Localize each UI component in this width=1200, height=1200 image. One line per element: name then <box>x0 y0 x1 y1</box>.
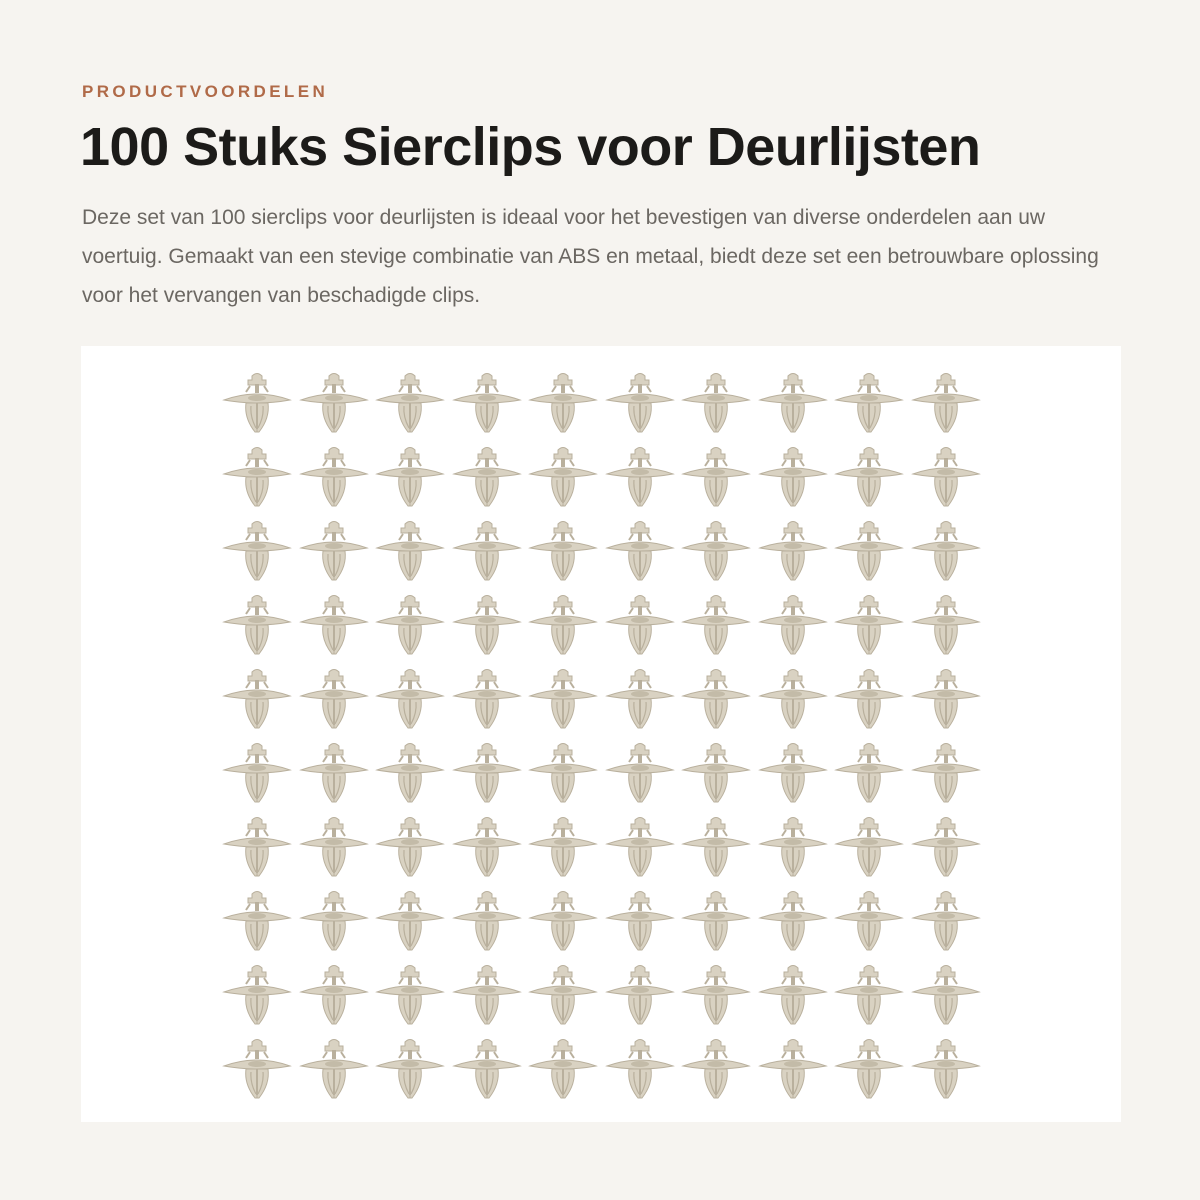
trim-clip-icon <box>831 666 908 740</box>
trim-clip-icon <box>296 666 373 740</box>
trim-clip-icon <box>678 1036 755 1110</box>
trim-clip-icon <box>831 518 908 592</box>
trim-clip-icon <box>678 518 755 592</box>
trim-clip-icon <box>296 1036 373 1110</box>
trim-clip-icon <box>372 814 449 888</box>
trim-clip-icon <box>602 666 679 740</box>
trim-clip-icon <box>755 1036 832 1110</box>
trim-clip-icon <box>449 888 526 962</box>
trim-clip-icon <box>219 1036 296 1110</box>
clip-grid <box>219 370 984 1110</box>
trim-clip-icon <box>831 740 908 814</box>
trim-clip-icon <box>908 814 985 888</box>
trim-clip-icon <box>525 444 602 518</box>
trim-clip-icon <box>602 1036 679 1110</box>
trim-clip-icon <box>908 1036 985 1110</box>
trim-clip-icon <box>219 666 296 740</box>
trim-clip-icon <box>755 962 832 1036</box>
trim-clip-icon <box>219 962 296 1036</box>
trim-clip-icon <box>525 592 602 666</box>
trim-clip-icon <box>908 370 985 444</box>
trim-clip-icon <box>755 666 832 740</box>
product-image <box>81 346 1121 1122</box>
trim-clip-icon <box>678 444 755 518</box>
trim-clip-icon <box>296 518 373 592</box>
trim-clip-icon <box>602 370 679 444</box>
trim-clip-icon <box>449 592 526 666</box>
trim-clip-icon <box>449 740 526 814</box>
trim-clip-icon <box>602 740 679 814</box>
trim-clip-icon <box>908 888 985 962</box>
trim-clip-icon <box>525 1036 602 1110</box>
trim-clip-icon <box>296 962 373 1036</box>
trim-clip-icon <box>296 888 373 962</box>
trim-clip-icon <box>755 370 832 444</box>
trim-clip-icon <box>449 444 526 518</box>
trim-clip-icon <box>449 518 526 592</box>
trim-clip-icon <box>372 518 449 592</box>
trim-clip-icon <box>525 740 602 814</box>
trim-clip-icon <box>831 592 908 666</box>
trim-clip-icon <box>755 888 832 962</box>
trim-clip-icon <box>372 444 449 518</box>
trim-clip-icon <box>525 518 602 592</box>
trim-clip-icon <box>908 518 985 592</box>
trim-clip-icon <box>602 888 679 962</box>
trim-clip-icon <box>219 592 296 666</box>
trim-clip-icon <box>449 1036 526 1110</box>
trim-clip-icon <box>755 518 832 592</box>
trim-clip-icon <box>678 592 755 666</box>
trim-clip-icon <box>372 888 449 962</box>
trim-clip-icon <box>755 592 832 666</box>
trim-clip-icon <box>602 814 679 888</box>
trim-clip-icon <box>678 888 755 962</box>
trim-clip-icon <box>296 592 373 666</box>
trim-clip-icon <box>525 814 602 888</box>
trim-clip-icon <box>908 666 985 740</box>
trim-clip-icon <box>831 962 908 1036</box>
trim-clip-icon <box>831 444 908 518</box>
trim-clip-icon <box>219 814 296 888</box>
trim-clip-icon <box>372 592 449 666</box>
trim-clip-icon <box>831 370 908 444</box>
trim-clip-icon <box>296 370 373 444</box>
trim-clip-icon <box>372 370 449 444</box>
trim-clip-icon <box>602 962 679 1036</box>
trim-clip-icon <box>755 814 832 888</box>
trim-clip-icon <box>219 444 296 518</box>
trim-clip-icon <box>449 370 526 444</box>
trim-clip-icon <box>908 740 985 814</box>
page-title: 100 Stuks Sierclips voor Deurlijsten <box>80 117 981 177</box>
trim-clip-icon <box>219 370 296 444</box>
trim-clip-icon <box>755 444 832 518</box>
trim-clip-icon <box>908 444 985 518</box>
trim-clip-icon <box>755 740 832 814</box>
trim-clip-icon <box>219 518 296 592</box>
trim-clip-icon <box>372 666 449 740</box>
eyebrow-label: PRODUCTVOORDELEN <box>82 82 329 101</box>
trim-clip-icon <box>449 814 526 888</box>
trim-clip-icon <box>372 962 449 1036</box>
trim-clip-icon <box>525 666 602 740</box>
trim-clip-icon <box>908 962 985 1036</box>
trim-clip-icon <box>449 962 526 1036</box>
trim-clip-icon <box>602 444 679 518</box>
trim-clip-icon <box>219 888 296 962</box>
trim-clip-icon <box>372 1036 449 1110</box>
trim-clip-icon <box>678 962 755 1036</box>
trim-clip-icon <box>449 666 526 740</box>
trim-clip-icon <box>219 740 296 814</box>
product-description: Deze set van 100 sierclips voor deurlijsten is ideaal voor het bevestigen van diverse onderdelen aan uw voertuig. Gemaakt van een stevige combinatie van ABS en metaal, biedt deze set een betrouwbare oplossing voor het vervangen van beschadigde clips. <box>82 206 1099 307</box>
trim-clip-icon <box>908 592 985 666</box>
trim-clip-icon <box>525 370 602 444</box>
trim-clip-icon <box>678 370 755 444</box>
trim-clip-icon <box>296 814 373 888</box>
trim-clip-icon <box>525 888 602 962</box>
trim-clip-icon <box>296 740 373 814</box>
trim-clip-icon <box>831 814 908 888</box>
trim-clip-icon <box>831 888 908 962</box>
trim-clip-icon <box>296 444 373 518</box>
trim-clip-icon <box>831 1036 908 1110</box>
trim-clip-icon <box>525 962 602 1036</box>
trim-clip-icon <box>678 740 755 814</box>
trim-clip-icon <box>372 740 449 814</box>
trim-clip-icon <box>678 814 755 888</box>
trim-clip-icon <box>602 518 679 592</box>
trim-clip-icon <box>602 592 679 666</box>
trim-clip-icon <box>678 666 755 740</box>
